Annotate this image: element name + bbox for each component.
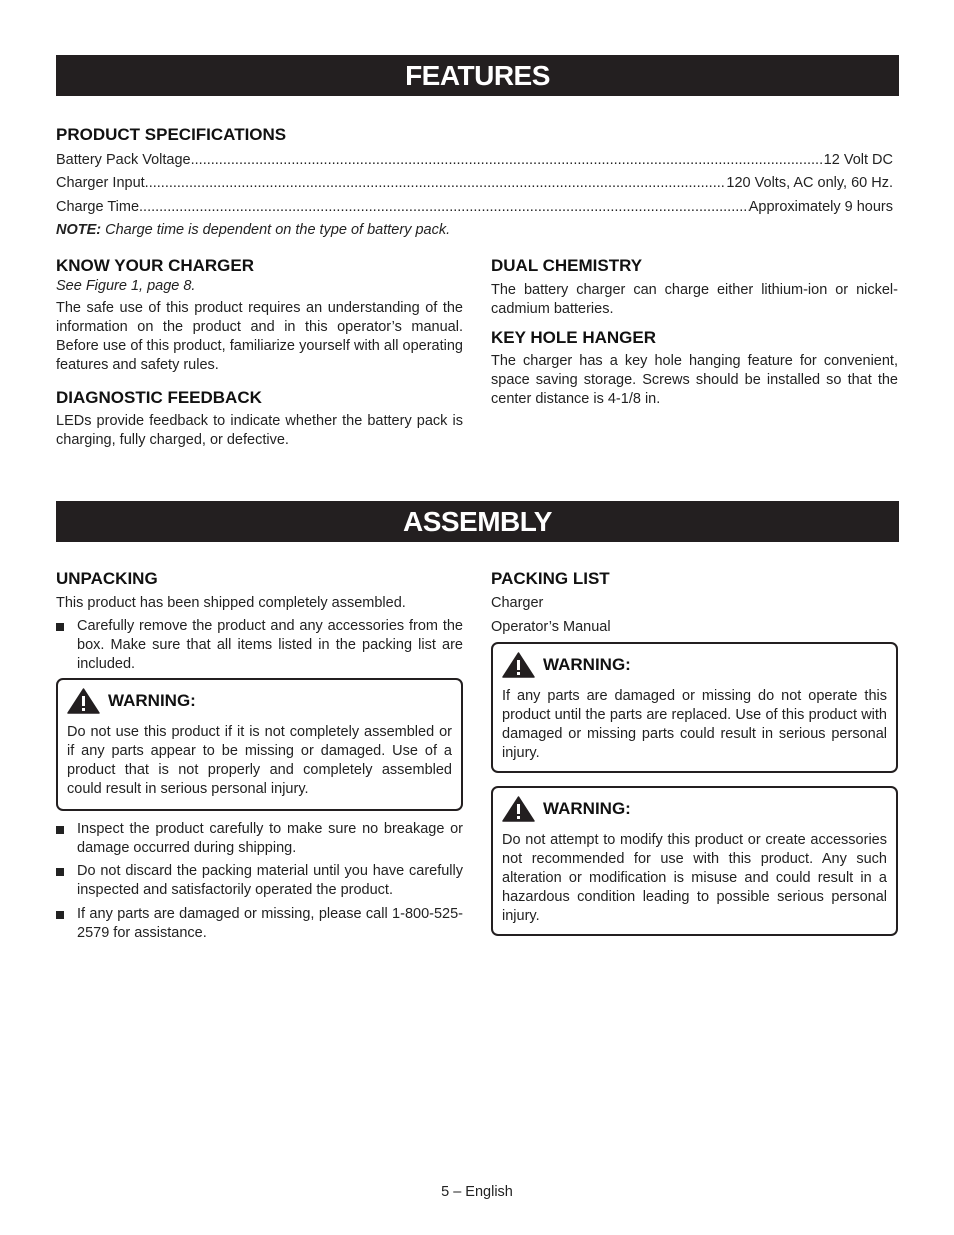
warning-header — [502, 796, 887, 822]
dual-chemistry-heading: DUAL CHEMISTRY — [491, 256, 643, 275]
spec-value: 12 Volt DC — [823, 152, 893, 168]
features-banner: FEATURES — [56, 55, 899, 96]
warning-text: Do not attempt to modify this product or create accessories not recommended for use with this product. Any such alteration or modification is misuse and could result in a hazardous condition leading to possible serious personal injury. — [502, 832, 887, 924]
product-specifications-heading: PRODUCT SPECIFICATIONS — [56, 125, 287, 144]
diagnostic-feedback-heading: DIAGNOSTIC FEEDBACK — [56, 388, 262, 407]
note-text: Charge time is dependent on the type of battery pack. — [105, 222, 451, 238]
warning-triangle-icon — [502, 652, 535, 678]
key-hole-hanger-heading: KEY HOLE HANGER — [491, 328, 656, 347]
dual-chemistry-text: The battery charger can charge either lithium-ion or nickel-cadmium batteries. — [491, 282, 898, 317]
packing-list-item: Charger — [491, 595, 544, 611]
warning-label: WARNING: — [543, 655, 631, 674]
list-item-text: Do not discard the packing material until you have carefully inspected and satisfactorily operated the product. — [77, 863, 463, 898]
spec-row — [56, 198, 893, 217]
unpacking-intro: This product has been shipped completely assembled. — [56, 595, 406, 611]
leader-dots — [145, 174, 727, 193]
warning-label: WARNING: — [108, 691, 196, 710]
spec-value: 120 Volts, AC only, 60 Hz. — [726, 175, 893, 191]
list-item — [56, 905, 463, 943]
warning-triangle-icon — [502, 796, 535, 822]
warning-label: WARNING: — [543, 799, 631, 818]
spec-label: Charger Input — [56, 175, 145, 191]
bullet-icon — [56, 911, 64, 919]
bullet-icon — [56, 868, 64, 876]
packing-list-heading: PACKING LIST — [491, 569, 610, 588]
list-item-text: Carefully remove the product and any accessories from the box. Make sure that all items listed in the packing list are included. — [77, 618, 463, 672]
know-your-charger-heading: KNOW YOUR CHARGER — [56, 256, 255, 275]
spec-label: Battery Pack Voltage — [56, 152, 191, 168]
diagnostic-feedback-text: LEDs provide feedback to indicate whether the battery pack is charging, fully charged, or defective. — [56, 413, 463, 448]
spec-label: Charge Time — [56, 199, 140, 215]
figure-reference: See Figure 1, page 8. — [56, 278, 196, 294]
warning-box — [56, 678, 463, 811]
packing-list-item: Operator’s Manual — [491, 619, 611, 635]
note-label: NOTE: — [56, 222, 102, 238]
list-item — [56, 820, 463, 858]
assembly-banner: ASSEMBLY — [56, 501, 899, 542]
leader-dots — [139, 198, 749, 217]
spec-row — [56, 174, 893, 193]
bullet-icon — [56, 826, 64, 834]
charge-time-note — [56, 221, 893, 240]
key-hole-hanger-text: The charger has a key hole hanging feature for convenient, space saving storage. Screws should be installed so that the center distance is 4-1/8 in. — [491, 353, 898, 407]
warning-text: Do not use this product if it is not completely assembled or if any parts appear to be missing or damaged. Use of a product that is not properly and completely assembled could result in serious personal injury. — [67, 724, 452, 797]
warning-triangle-icon — [67, 688, 100, 714]
leader-dots — [191, 151, 824, 170]
spec-row — [56, 151, 893, 170]
know-your-charger-text: The safe use of this product requires an understanding of the information on the product and in this operator’s manual. Before use of this product, familiarize yourself with all operating features and safety rules. — [56, 300, 463, 373]
warning-header — [67, 688, 452, 714]
page-footer: 5 – English — [441, 1184, 513, 1200]
spec-value: Approximately 9 hours — [748, 199, 893, 215]
list-item-text: If any parts are damaged or missing, please call 1-800-525-2579 for assistance. — [77, 906, 463, 941]
warning-header — [502, 652, 887, 678]
warning-text: If any parts are damaged or missing do not operate this product until the parts are replaced. Use of this product with damaged or missing parts could result in serious personal injury. — [502, 688, 887, 761]
warning-box — [491, 786, 898, 936]
warning-box — [491, 642, 898, 773]
list-item — [56, 617, 463, 674]
list-item — [56, 862, 463, 900]
list-item-text: Inspect the product carefully to make sure no breakage or damage occurred during shipping. — [77, 821, 463, 856]
unpacking-heading: UNPACKING — [56, 569, 158, 588]
bullet-icon — [56, 623, 64, 631]
